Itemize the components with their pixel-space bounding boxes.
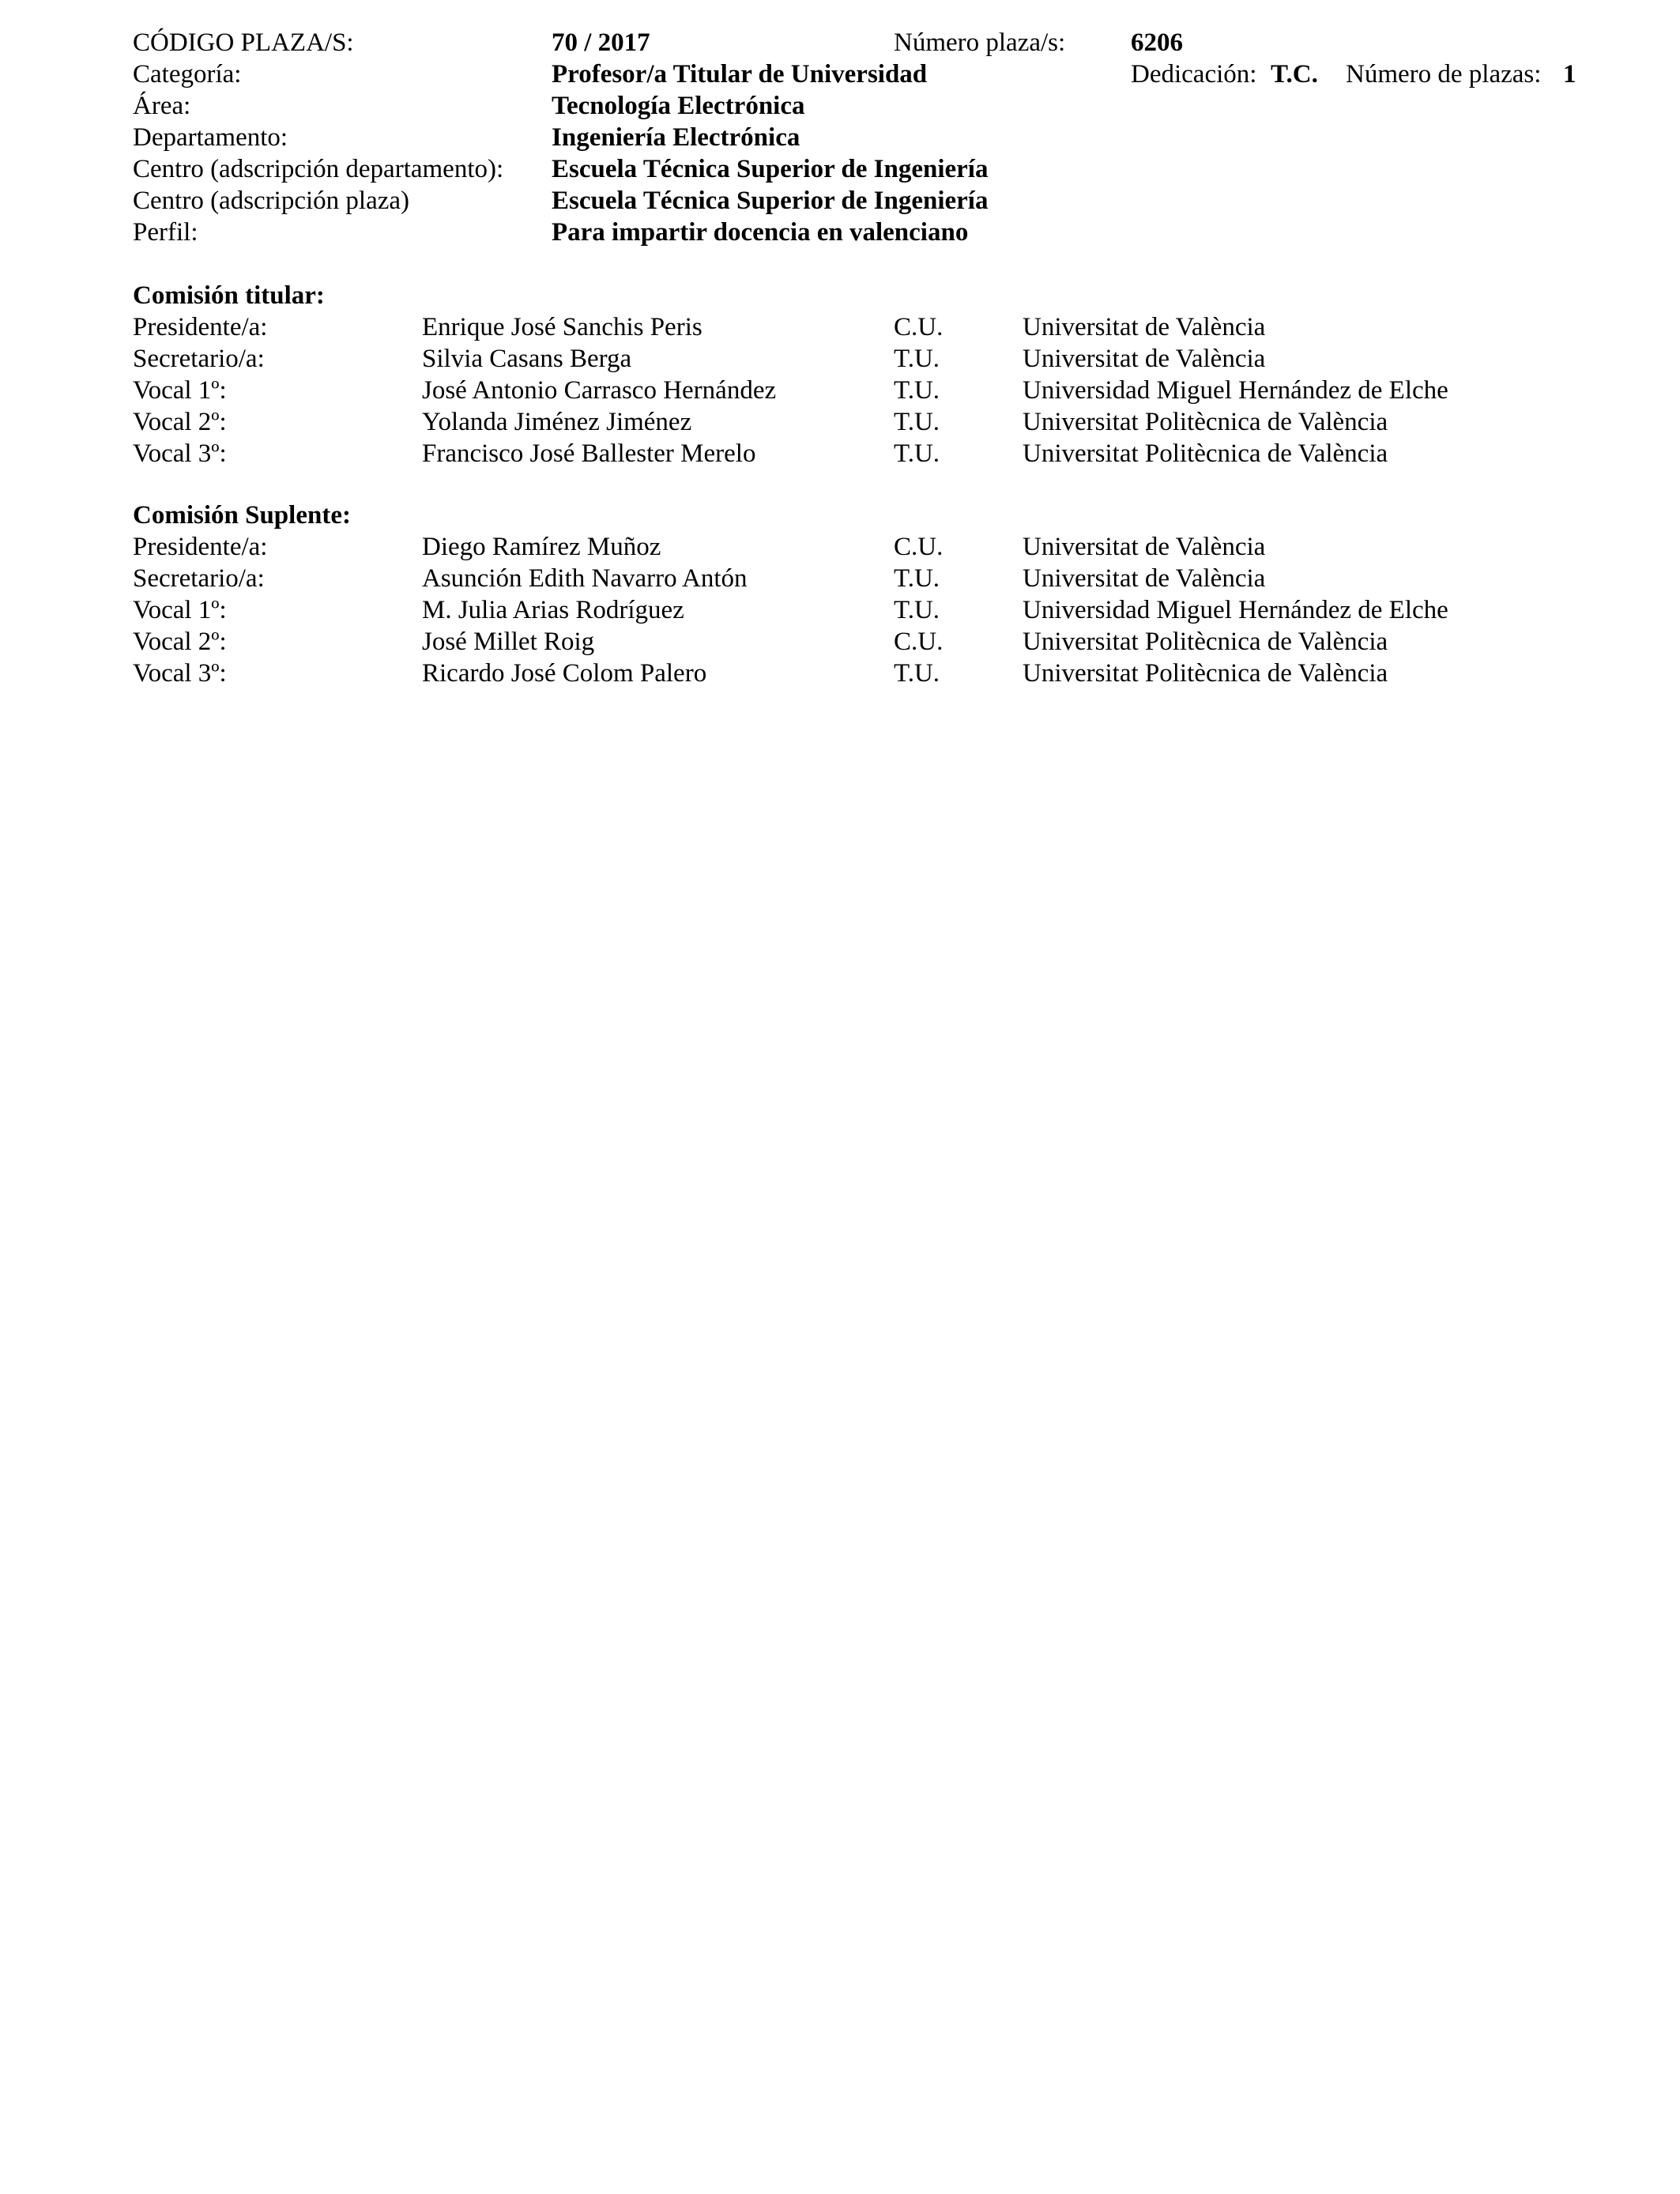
member-university: Universitat de València [1023,345,1266,373]
member-name: Ricardo José Colom Palero [422,659,707,688]
numero-plazas-value: 1 [1563,60,1576,89]
member-category: C.U. [894,628,944,656]
member-category: T.U. [894,564,940,593]
centro-departamento-row [0,153,1680,185]
centro-departamento-label: Centro (adscripción departamento): [133,155,504,183]
member-row [0,343,1680,375]
member-role: Secretario/a: [133,564,265,593]
member-university: Universitat de València [1023,313,1266,341]
categoria-value: Profesor/a Titular de Universidad [552,60,928,89]
dedicacion-value: T.C. [1271,60,1318,89]
departamento-row [0,122,1680,153]
member-row [0,531,1680,563]
numero-plazas-label: Número de plazas: [1346,60,1542,89]
member-university: Universitat Politècnica de València [1023,439,1388,468]
member-name: Diego Ramírez Muñoz [422,533,661,561]
member-role: Vocal 2º: [133,628,227,656]
member-row [0,658,1680,689]
member-role: Vocal 2º: [133,408,227,436]
codigo-label: CÓDIGO PLAZA/S: [133,28,354,57]
member-university: Universitat de València [1023,533,1266,561]
area-row [0,90,1680,122]
member-university: Universidad Miguel Hernández de Elche [1023,376,1448,405]
member-name: Asunción Edith Navarro Antón [422,564,748,593]
member-university: Universitat Politècnica de València [1023,628,1388,656]
member-role: Presidente/a: [133,533,268,561]
member-name: José Millet Roig [422,628,595,656]
member-row [0,311,1680,343]
member-row [0,406,1680,438]
member-category: T.U. [894,439,940,468]
perfil-value: Para impartir docencia en valenciano [552,218,969,247]
centro-plaza-value: Escuela Técnica Superior de Ingeniería [552,187,989,215]
member-category: T.U. [894,408,940,436]
categoria-label: Categoría: [133,60,242,89]
member-name: M. Julia Arias Rodríguez [422,596,684,624]
member-university: Universitat Politècnica de València [1023,408,1388,436]
member-role: Presidente/a: [133,313,268,341]
comision-suplente-title: Comisión Suplente: [133,501,351,530]
area-value: Tecnología Electrónica [552,92,805,120]
member-category: C.U. [894,533,944,561]
numero-plaza-label: Número plaza/s: [894,28,1066,57]
member-university: Universitat de València [1023,564,1266,593]
member-role: Vocal 3º: [133,439,227,468]
member-category: C.U. [894,313,944,341]
member-row [0,438,1680,469]
member-row [0,626,1680,658]
codigo-row [0,27,1680,58]
member-name: Francisco José Ballester Merelo [422,439,756,468]
perfil-row [0,217,1680,248]
member-category: T.U. [894,345,940,373]
comision-titular-title: Comisión titular: [133,281,325,310]
member-role: Vocal 1º: [133,596,227,624]
member-name: Enrique José Sanchis Peris [422,313,703,341]
categoria-row [0,58,1680,90]
departamento-value: Ingeniería Electrónica [552,123,800,152]
numero-plaza-value: 6206 [1131,28,1183,57]
perfil-label: Perfil: [133,218,198,247]
centro-plaza-label: Centro (adscripción plaza) [133,187,410,215]
area-label: Área: [133,92,191,120]
member-role: Secretario/a: [133,345,265,373]
departamento-label: Departamento: [133,123,288,152]
member-role: Vocal 1º: [133,376,227,405]
dedicacion-label: Dedicación: [1131,60,1257,89]
centro-plaza-row [0,185,1680,217]
member-role: Vocal 3º: [133,659,227,688]
member-category: T.U. [894,659,940,688]
member-row [0,563,1680,594]
member-name: Yolanda Jiménez Jiménez [422,408,692,436]
member-category: T.U. [894,596,940,624]
codigo-value: 70 / 2017 [552,28,650,57]
member-university: Universitat Politècnica de València [1023,659,1388,688]
member-row [0,375,1680,406]
member-name: Silvia Casans Berga [422,345,632,373]
member-name: José Antonio Carrasco Hernández [422,376,777,405]
centro-departamento-value: Escuela Técnica Superior de Ingeniería [552,155,989,183]
member-category: T.U. [894,376,940,405]
member-university: Universidad Miguel Hernández de Elche [1023,596,1448,624]
member-row [0,594,1680,626]
